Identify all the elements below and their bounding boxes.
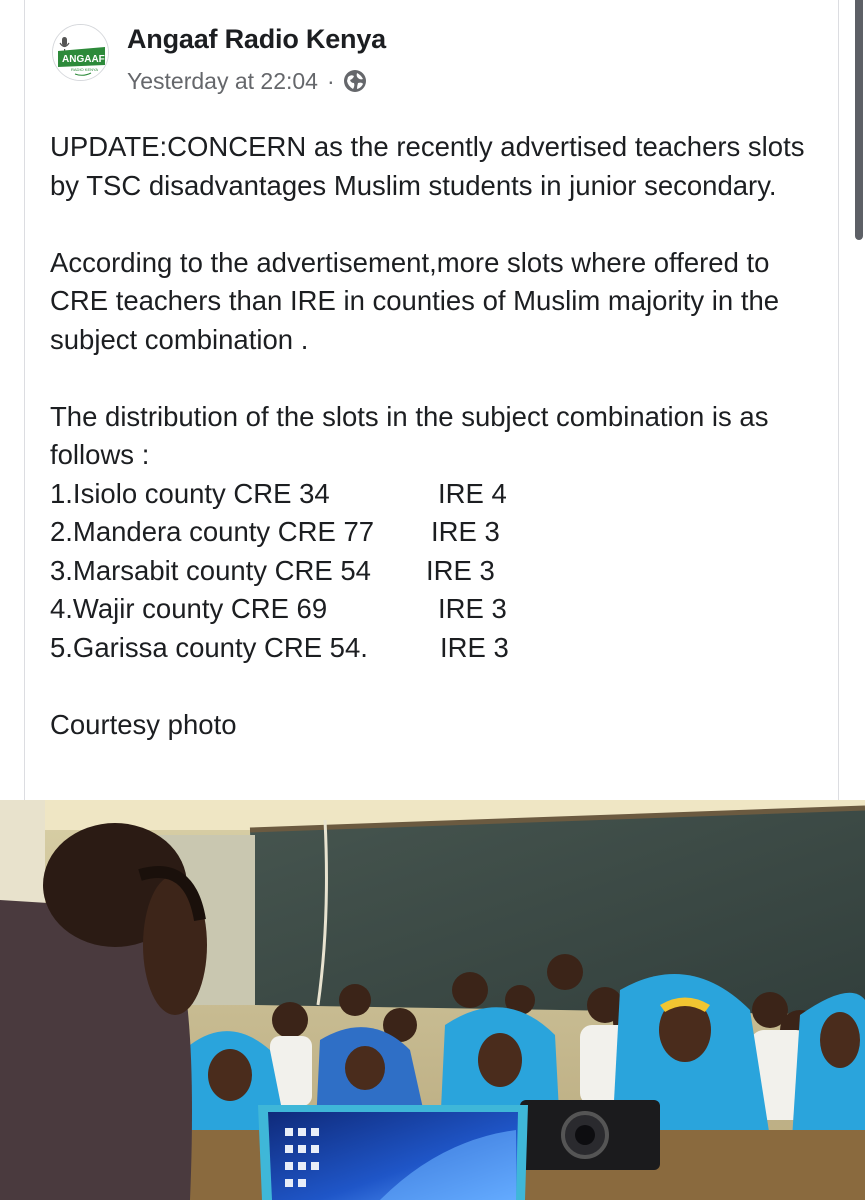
- slot-ire: IRE 3: [440, 631, 509, 663]
- logo-text: ANGAAF: [62, 54, 105, 65]
- page-avatar[interactable]: [52, 24, 109, 81]
- slot-row: [50, 475, 820, 514]
- slot-ire: IRE 3: [438, 593, 507, 624]
- slot-county: 4.Wajir county CRE 69: [50, 593, 328, 624]
- slot-row: [50, 590, 820, 629]
- card-border: [24, 0, 25, 800]
- scrollbar-thumb[interactable]: [855, 0, 863, 240]
- slot-row: [50, 513, 820, 552]
- slot-row: [50, 552, 820, 591]
- page-name-link[interactable]: Angaaf Radio Kenya: [127, 24, 386, 54]
- post-body: [50, 128, 820, 744]
- slot-county: 1.Isiolo county CRE 34: [50, 477, 330, 509]
- courtesy-caption: Courtesy photo: [50, 708, 237, 740]
- slot-row: [50, 629, 820, 668]
- distribution-intro: The distribution of the slots in the subject combination is as follows :: [50, 400, 769, 470]
- logo-subtext: RADIO KENYA: [71, 67, 99, 72]
- post-paragraph: According to the advertisement,more slots where offered to CRE teachers than IRE in counties of Muslim majority in the subject combination .: [50, 246, 780, 355]
- blank-line: [50, 667, 820, 706]
- slot-county: 3.Marsabit county CRE 54: [50, 554, 371, 586]
- slot-ire: IRE 3: [426, 554, 495, 586]
- slot-ire: IRE 3: [431, 516, 500, 547]
- globe-icon[interactable]: [343, 69, 367, 93]
- post-meta: [127, 66, 367, 96]
- card-border: [838, 0, 839, 800]
- post-paragraph: UPDATE:CONCERN as the recently advertised teachers slots by TSC disadvantages Muslim students in junior secondary.: [50, 131, 805, 201]
- classroom-photo: [0, 800, 865, 1200]
- post-timestamp[interactable]: Yesterday at 22:04: [127, 67, 318, 94]
- slot-county: 5.Garissa county CRE 54.: [50, 631, 368, 663]
- meta-separator: ·: [326, 67, 335, 94]
- slot-ire: IRE 4: [438, 477, 507, 509]
- slot-county: 2.Mandera county CRE 77: [50, 516, 375, 547]
- post-photo[interactable]: [0, 800, 865, 1200]
